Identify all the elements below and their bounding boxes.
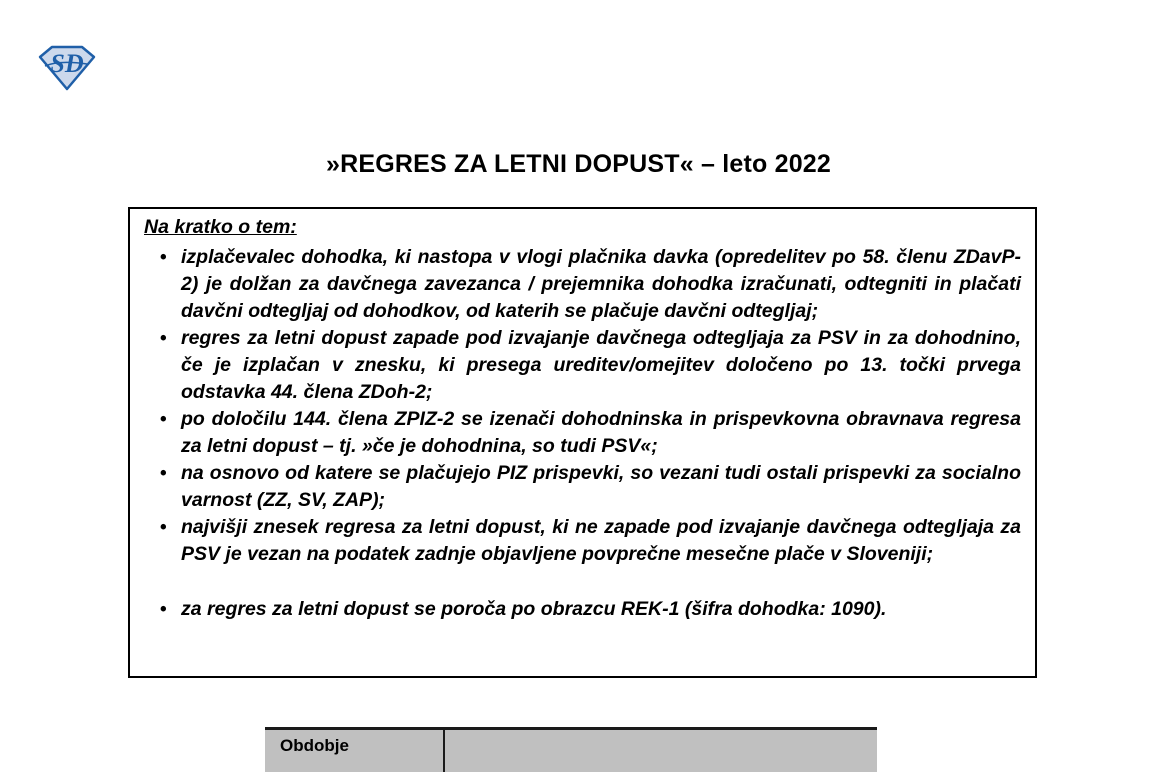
bullet-list [144, 244, 1021, 623]
sd-shield-logo [37, 44, 97, 92]
table-header-cell-right [445, 730, 877, 772]
bullet-item: • po določilu 144. člena ZPIZ-2 se izenači dohodninska in prispevkovna obravnava regresa za letni dopust – tj. »če je dohodnina, so tudi PSV«; [158, 406, 1021, 460]
table-header-cell-left: Obdobje [265, 730, 445, 772]
page-title: »REGRES ZA LETNI DOPUST« – leto 2022 [325, 150, 831, 178]
bullet-item: • na osnovo od katere se plačujejo PIZ prispevki, so vezani tudi ostali prispevki za socialno varnost (ZZ, SV, ZAP); [158, 460, 1021, 514]
bottom-table [265, 727, 877, 772]
bullet-item: • za regres za letni dopust se poroča po obrazcu REK-1 (šifra dohodka: 1090). [158, 596, 1021, 623]
logo-letters: SD [50, 49, 84, 78]
summary-box [128, 207, 1037, 678]
bullet-item: • izplačevalec dohodka, ki nastopa v vlogi plačnika davka (opredelitev po 58. členu ZDavP-2) je dolžan za davčnega zavezanca / prejemnika dohodka izračunati, odtegniti in plačati davčni odtegljaj od dohodkov, od katerih se plačuje davčni odtegljaj; [158, 244, 1021, 325]
summary-heading: Na kratko o tem: [144, 216, 297, 238]
bullet-item: • regres za letni dopust zapade pod izvajanje davčnega odtegljaja za PSV in za dohodnino, če je izplačan v znesku, ki presega ureditev/omejitev določeno po 13. točki prvega odstavka 44. člena ZDoh-2; [158, 325, 1021, 406]
sd-shield-icon [37, 44, 97, 92]
bullet-item: • najvišji znesek regresa za letni dopust, ki ne zapade pod izvajanje davčnega odtegljaja za PSV je vezan na podatek zadnje objavljene povprečne mesečne plače v Sloveniji; [158, 514, 1021, 568]
